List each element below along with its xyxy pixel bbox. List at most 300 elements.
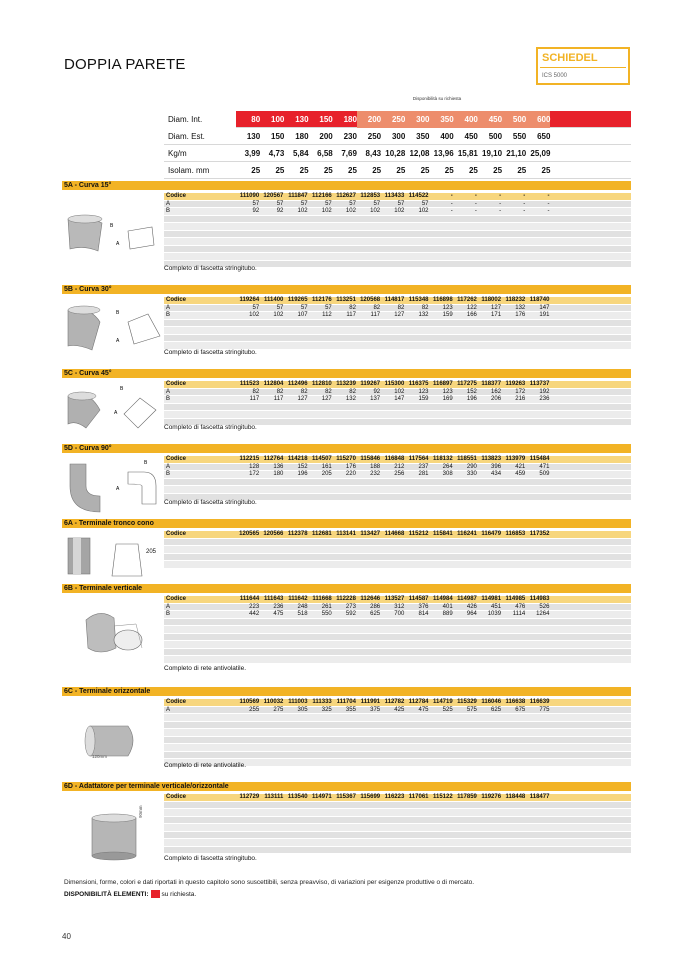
spec-value: 230 xyxy=(343,131,357,141)
row-value: 169 xyxy=(442,396,453,403)
row-value: 111644 xyxy=(239,596,260,603)
row-value: 116046 xyxy=(481,699,502,706)
adapter-height-dim: 90mm xyxy=(138,805,143,818)
row-value: 112 xyxy=(322,312,332,319)
row-value: 118477 xyxy=(529,794,550,801)
table-row xyxy=(164,456,631,464)
row-value: 102 xyxy=(345,208,356,215)
row-value: 205 xyxy=(321,471,332,478)
spec-value: 350 xyxy=(416,131,430,141)
row-label: B xyxy=(166,312,171,319)
empty-row xyxy=(164,722,631,730)
spec-value: 300 xyxy=(391,131,406,141)
row-value: 111333 xyxy=(312,699,332,706)
row-value: 112215 xyxy=(239,456,260,463)
table-row xyxy=(164,611,631,619)
table-row xyxy=(164,208,631,216)
row-value: 111523 xyxy=(239,381,260,388)
row-value: 115212 xyxy=(408,531,429,538)
row-value: - xyxy=(474,208,477,215)
spec-value: 8,43 xyxy=(365,148,382,158)
footer-disclaimer: Dimensioni, forme, colori e dati riportati in questo capitolo sono suscettibili, senza preavviso, di variazioni per esigenze produttive o di mercato. xyxy=(64,879,475,886)
row-value: - xyxy=(523,200,526,207)
row-value: 192 xyxy=(539,388,550,395)
section-header: 5D - Curva 90° xyxy=(62,444,631,453)
empty-row xyxy=(164,486,631,494)
table-row xyxy=(164,531,631,539)
row-value: 136 xyxy=(273,463,284,470)
row-value: 57 xyxy=(300,200,308,207)
row-value: 191 xyxy=(539,312,550,319)
section-note: Completo di fascetta stringitubo. xyxy=(164,424,257,431)
row-value: 117275 xyxy=(457,381,477,388)
empty-row xyxy=(164,744,631,752)
row-value: 119267 xyxy=(360,381,381,388)
row-value: 114985 xyxy=(505,596,526,603)
empty-row xyxy=(164,320,631,328)
table-row xyxy=(164,389,631,397)
row-label: Codice xyxy=(166,531,187,538)
row-value: 255 xyxy=(249,706,260,713)
svg-text:B: B xyxy=(120,386,124,392)
spec-value: 130 xyxy=(295,114,309,124)
row-value: 117 xyxy=(273,396,284,403)
row-value: 132 xyxy=(515,304,526,311)
row-value: 123 xyxy=(418,388,429,395)
row-value: 132 xyxy=(345,396,356,403)
section-table xyxy=(164,596,631,664)
svg-text:B: B xyxy=(144,460,148,466)
table-row xyxy=(164,464,631,472)
row-value: 592 xyxy=(345,611,356,618)
row-value: 264 xyxy=(442,463,453,470)
curve-15-image xyxy=(64,205,164,265)
row-value: 118551 xyxy=(457,456,477,463)
section-note: Completo di fascetta stringitubo. xyxy=(164,349,257,356)
svg-text:A: A xyxy=(114,410,118,416)
row-value: 119264 xyxy=(239,297,260,304)
spec-value: 25 xyxy=(541,165,551,175)
brand-name: SCHIEDEL xyxy=(542,52,598,64)
row-value: 223 xyxy=(249,603,260,610)
row-value: - xyxy=(474,193,477,200)
row-value: 57 xyxy=(276,200,284,207)
row-label: Codice xyxy=(166,297,187,304)
row-value: - xyxy=(547,200,550,207)
empty-row xyxy=(164,802,631,810)
svg-text:B: B xyxy=(110,223,114,229)
spec-value: 400 xyxy=(440,131,454,141)
row-value: 123 xyxy=(442,304,453,311)
row-value: - xyxy=(499,208,502,215)
row-value: 116375 xyxy=(408,381,429,388)
row-value: 113427 xyxy=(360,531,381,538)
row-value: 112804 xyxy=(263,381,284,388)
row-value: 117 xyxy=(249,396,260,403)
row-value: 375 xyxy=(370,706,381,713)
row-value: 114971 xyxy=(312,794,332,801)
row-value: 196 xyxy=(466,396,477,403)
row-value: 117 xyxy=(370,312,381,319)
curve-45-image xyxy=(64,382,164,437)
row-value: 122 xyxy=(466,304,477,311)
spec-value: 180 xyxy=(295,131,309,141)
row-value: - xyxy=(474,200,477,207)
spec-label: Isolam. mm xyxy=(168,165,210,175)
row-value: 290 xyxy=(466,463,477,470)
empty-row xyxy=(164,411,631,419)
row-value: 102 xyxy=(418,208,429,215)
row-value: 112729 xyxy=(239,794,260,801)
row-value: 114522 xyxy=(408,193,429,200)
row-value: 117859 xyxy=(457,794,477,801)
section-header: 5C - Curva 45° xyxy=(62,369,631,378)
spec-value: 5,84 xyxy=(292,148,309,158)
row-value: - xyxy=(547,193,550,200)
row-value: 115270 xyxy=(336,456,356,463)
row-value: 116223 xyxy=(384,794,405,801)
row-value: 113823 xyxy=(481,456,502,463)
empty-row xyxy=(164,641,631,649)
section-note: Completo di rete antivolatile. xyxy=(164,762,247,769)
row-value: 814 xyxy=(418,611,429,618)
row-value: 355 xyxy=(345,706,356,713)
spec-value: 450 xyxy=(478,111,502,128)
row-value: 113737 xyxy=(529,381,550,388)
spec-value: 600 xyxy=(526,111,550,128)
row-value: 110569 xyxy=(239,699,260,706)
spec-value: 25,09 xyxy=(530,148,551,158)
row-value: 117262 xyxy=(457,297,477,304)
spec-value: 150 xyxy=(319,114,333,124)
row-value: 113433 xyxy=(384,193,405,200)
spec-value: 200 xyxy=(319,131,333,141)
row-value: 625 xyxy=(491,706,502,713)
spec-value: 25 xyxy=(372,165,382,175)
row-value: 111642 xyxy=(288,596,308,603)
row-value: 114507 xyxy=(312,456,332,463)
section-table xyxy=(164,531,631,569)
row-value: 964 xyxy=(466,611,477,618)
adapter-image xyxy=(84,808,154,868)
spec-value: 650 xyxy=(537,131,551,141)
row-value: 275 xyxy=(273,706,284,713)
empty-row xyxy=(164,832,631,840)
row-value: 57 xyxy=(397,200,405,207)
empty-row xyxy=(164,817,631,825)
row-value: 112681 xyxy=(312,531,332,538)
spec-value: 25 xyxy=(251,165,261,175)
spec-value: 13,96 xyxy=(433,148,454,158)
spec-value: 21,10 xyxy=(506,148,527,158)
row-value: 509 xyxy=(539,471,550,478)
spec-value: 6,58 xyxy=(317,148,333,158)
row-value: 82 xyxy=(252,388,260,395)
row-value: 120567 xyxy=(263,193,284,200)
row-value: 92 xyxy=(252,208,260,215)
row-value: 212 xyxy=(394,463,405,470)
cone-height-dim: 205 xyxy=(146,549,157,555)
row-label: B xyxy=(166,611,171,618)
row-value: - xyxy=(450,208,453,215)
horizontal-length-dim: 120mm xyxy=(92,754,108,759)
row-value: 180 xyxy=(273,471,284,478)
row-value: 118002 xyxy=(481,297,502,304)
row-value: - xyxy=(499,200,502,207)
empty-row xyxy=(164,554,631,562)
row-value: 115300 xyxy=(384,381,405,388)
row-value: 112166 xyxy=(312,193,332,200)
table-row xyxy=(164,471,631,479)
terminal-vertical-image xyxy=(80,604,160,664)
availability-legend xyxy=(64,890,196,898)
spec-value: 25 xyxy=(348,165,357,175)
empty-row xyxy=(164,335,631,343)
row-value: 112853 xyxy=(360,193,381,200)
row-value: 476 xyxy=(515,603,526,610)
row-value: 116479 xyxy=(481,531,502,538)
section-table xyxy=(164,193,631,268)
spec-value: 80 xyxy=(251,114,261,124)
row-value: 206 xyxy=(491,396,502,403)
section-table xyxy=(164,699,631,767)
empty-row xyxy=(164,809,631,817)
row-value: 775 xyxy=(539,706,550,713)
row-value: 117061 xyxy=(408,794,429,801)
row-value: 82 xyxy=(349,304,356,311)
empty-row xyxy=(164,656,631,664)
row-label: A xyxy=(166,200,171,207)
spec-value: 15,81 xyxy=(457,148,478,158)
row-value: 159 xyxy=(418,396,429,403)
row-label: A xyxy=(166,304,171,311)
row-value: 112627 xyxy=(336,193,356,200)
row-value: 116848 xyxy=(384,456,405,463)
row-value: 114668 xyxy=(384,531,405,538)
section-header: 6B - Terminale verticale xyxy=(62,584,631,593)
row-value: 256 xyxy=(394,471,405,478)
row-value: 330 xyxy=(466,471,477,478)
empty-row xyxy=(164,847,631,855)
row-value: 115329 xyxy=(457,699,477,706)
row-value: 118377 xyxy=(481,381,502,388)
table-row xyxy=(164,297,631,305)
row-value: 137 xyxy=(370,396,381,403)
row-value: 116897 xyxy=(432,381,453,388)
row-value: 147 xyxy=(539,304,550,311)
row-value: 220 xyxy=(345,471,356,478)
table-row xyxy=(164,193,631,201)
row-value: 114719 xyxy=(432,699,453,706)
spec-value: 300 xyxy=(405,111,429,128)
row-label: Codice xyxy=(166,381,187,388)
row-value: 112646 xyxy=(360,596,381,603)
row-value: 434 xyxy=(491,471,502,478)
empty-row xyxy=(164,626,631,634)
row-value: 281 xyxy=(418,471,429,478)
row-value: 92 xyxy=(276,208,284,215)
row-value: 147 xyxy=(394,396,405,403)
empty-row xyxy=(164,839,631,847)
row-value: 114987 xyxy=(457,596,477,603)
spec-value: 25 xyxy=(299,165,309,175)
row-value: 115846 xyxy=(360,456,381,463)
row-value: 166 xyxy=(466,312,477,319)
row-value: 396 xyxy=(491,463,502,470)
row-value: 110032 xyxy=(263,699,284,706)
spec-value: 250 xyxy=(367,131,382,141)
row-value: 111003 xyxy=(288,699,308,706)
row-value: 114218 xyxy=(287,456,308,463)
row-value: 115699 xyxy=(360,794,381,801)
empty-row xyxy=(164,752,631,760)
row-value: - xyxy=(547,208,550,215)
table-row xyxy=(164,604,631,612)
row-value: 113239 xyxy=(336,381,356,388)
row-value: 113979 xyxy=(505,456,526,463)
row-value: 261 xyxy=(321,603,332,610)
product-name: ICS 5000 xyxy=(542,73,568,79)
row-value: 176 xyxy=(345,463,356,470)
row-value: 376 xyxy=(418,603,429,610)
row-value: 236 xyxy=(539,396,550,403)
row-value: 171 xyxy=(491,312,502,319)
row-value: 102 xyxy=(297,208,308,215)
legend-text: su richiesta. xyxy=(161,890,197,898)
page-title: DOPPIA PARETE xyxy=(64,56,186,73)
table-row xyxy=(164,794,631,802)
row-value: 113141 xyxy=(336,531,356,538)
row-value: 401 xyxy=(442,603,453,610)
row-value: 127 xyxy=(321,396,332,403)
row-value: 451 xyxy=(491,603,502,610)
row-value: 114817 xyxy=(384,297,405,304)
row-value: 57 xyxy=(276,304,284,311)
row-value: 119263 xyxy=(505,381,526,388)
row-value: - xyxy=(523,208,526,215)
spec-value: 25 xyxy=(275,165,285,175)
row-value: 550 xyxy=(321,611,332,618)
row-value: 518 xyxy=(297,611,308,618)
row-value: 128 xyxy=(249,463,260,470)
row-value: 82 xyxy=(276,388,284,395)
row-label: Codice xyxy=(166,794,187,801)
row-value: 459 xyxy=(515,471,526,478)
terminal-cone-image xyxy=(64,532,164,582)
row-label: A xyxy=(166,388,171,395)
empty-row xyxy=(164,327,631,335)
row-value: 1264 xyxy=(536,611,550,618)
row-value: 425 xyxy=(394,706,405,713)
row-value: 102 xyxy=(394,208,405,215)
row-value: 625 xyxy=(370,611,381,618)
spec-value: 25 xyxy=(444,165,454,175)
section-table xyxy=(164,794,631,854)
availability-note: Disponibilità su richiesta xyxy=(412,96,462,101)
row-value: 112228 xyxy=(336,596,356,603)
spec-value: 7,69 xyxy=(341,148,357,158)
table-row xyxy=(164,707,631,715)
row-value: 114587 xyxy=(408,596,429,603)
row-value: 107 xyxy=(297,312,308,319)
row-value: 112810 xyxy=(312,381,332,388)
row-value: 118132 xyxy=(432,456,453,463)
row-value: 248 xyxy=(297,603,308,610)
row-label: A xyxy=(166,706,171,713)
row-value: 526 xyxy=(539,603,550,610)
row-value: 127 xyxy=(394,312,405,319)
spec-row xyxy=(164,128,631,145)
row-value: 82 xyxy=(421,304,429,311)
row-value: 117564 xyxy=(408,456,429,463)
row-value: 700 xyxy=(394,611,405,618)
row-value: 119276 xyxy=(481,794,502,801)
spec-value: 12,08 xyxy=(409,148,430,158)
row-value: 114983 xyxy=(529,596,550,603)
row-value: 118740 xyxy=(529,297,550,304)
row-value: 115367 xyxy=(336,794,356,801)
row-value: 116898 xyxy=(432,297,453,304)
section-note: Completo di rete antivolatile. xyxy=(164,665,247,672)
section-header: 6A - Terminale tronco cono xyxy=(62,519,631,528)
empty-row xyxy=(164,824,631,832)
spec-value: 180 xyxy=(343,114,357,124)
row-value: 161 xyxy=(321,463,332,470)
row-value: 162 xyxy=(491,388,502,395)
row-value: 471 xyxy=(539,463,550,470)
empty-row xyxy=(164,404,631,412)
row-value: 111643 xyxy=(264,596,284,603)
row-value: - xyxy=(450,200,453,207)
empty-row xyxy=(164,246,631,254)
row-label: B xyxy=(166,208,171,215)
row-value: 112784 xyxy=(408,699,429,706)
row-value: 116638 xyxy=(505,699,526,706)
empty-row xyxy=(164,561,631,569)
spec-value: 550 xyxy=(512,131,527,141)
row-value: 118232 xyxy=(505,297,526,304)
spec-value: 500 xyxy=(502,111,526,128)
svg-text:A: A xyxy=(116,486,120,492)
row-value: 82 xyxy=(397,304,405,311)
row-value: - xyxy=(450,193,453,200)
curve-90-image xyxy=(64,456,164,516)
row-value: 525 xyxy=(442,706,453,713)
row-value: 111847 xyxy=(288,193,308,200)
empty-row xyxy=(164,223,631,231)
spec-value: 4,73 xyxy=(268,148,285,158)
row-value: 113527 xyxy=(384,596,405,603)
row-value: 442 xyxy=(249,611,260,618)
empty-row xyxy=(164,231,631,239)
row-value: 123 xyxy=(442,388,453,395)
spec-row xyxy=(164,111,631,128)
row-value: 113251 xyxy=(336,297,356,304)
row-value: 113111 xyxy=(264,794,284,801)
row-value: 57 xyxy=(349,200,356,207)
table-row xyxy=(164,596,631,604)
row-value: 305 xyxy=(297,706,308,713)
empty-row xyxy=(164,238,631,246)
row-value: 111991 xyxy=(360,699,381,706)
row-label: B xyxy=(166,396,171,403)
row-value: 188 xyxy=(370,463,381,470)
svg-text:B: B xyxy=(116,310,120,316)
row-label: Codice xyxy=(166,193,187,200)
row-value: 114984 xyxy=(432,596,453,603)
legend-red-swatch xyxy=(151,890,160,898)
spec-value: 19,10 xyxy=(482,148,503,158)
